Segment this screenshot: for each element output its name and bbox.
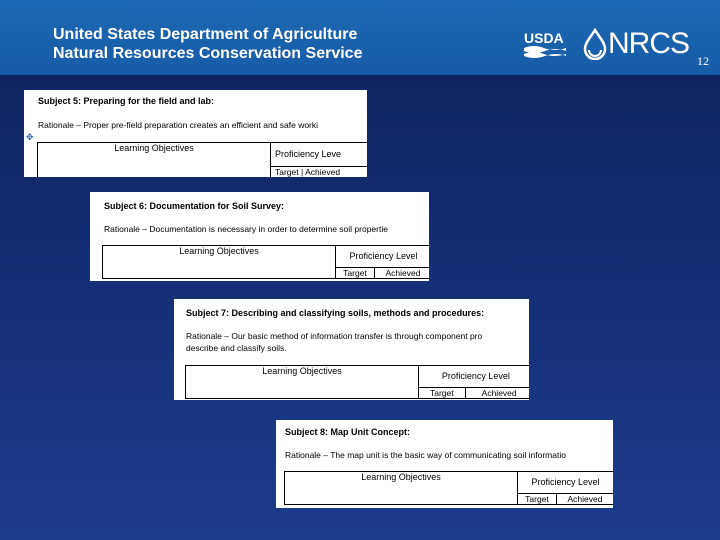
objectives-table: [37, 142, 367, 177]
usda-logo-icon: [524, 30, 566, 60]
subject-title: Subject 8: Map Unit Concept:: [285, 427, 411, 437]
proficiency-level-header: Proficiency Level: [518, 472, 614, 494]
achieved-label: Achieved: [556, 494, 613, 505]
rationale-text: Rationale – Proper pre-field preparation creates an efficient and safe worki: [38, 120, 319, 130]
subject-8-card: [276, 420, 613, 508]
subject-5-card: [24, 90, 367, 177]
learning-objectives-header: Learning Objectives: [38, 143, 271, 178]
nrcs-logo-text: NRCS: [608, 27, 690, 60]
subject-title: Subject 5: Preparing for the field and lab:: [38, 96, 215, 106]
agency-subtitle: Natural Resources Conservation Service: [53, 45, 363, 62]
water-drop-icon: [580, 28, 610, 60]
proficiency-level-header: Proficiency Leve: [271, 143, 368, 167]
column-divider: |: [301, 167, 306, 177]
subject-7-card: [174, 299, 529, 400]
objectives-table: [102, 245, 429, 279]
rationale-text: Rationale – Our basic method of information transfer is through component pro: [186, 331, 483, 341]
agency-title: United States Department of Agriculture: [53, 26, 358, 43]
rationale-text-continued: describe and classify soils.: [186, 343, 287, 353]
learning-objectives-header: Learning Objectives: [186, 366, 419, 399]
target-label: Target: [275, 167, 299, 177]
usda-logo-text: USDA: [524, 30, 564, 46]
target-label: Target: [518, 494, 557, 505]
target-label: Target: [419, 388, 466, 399]
page-number: 12: [697, 54, 709, 68]
header-banner: [0, 0, 720, 75]
target-label: Target: [336, 268, 375, 279]
proficiency-level-header: Proficiency Level: [336, 246, 430, 268]
target-achieved-header: [271, 167, 368, 178]
usda-logo: [524, 30, 566, 65]
achieved-label: Achieved: [305, 167, 341, 177]
learning-objectives-header: Learning Objectives: [285, 472, 518, 505]
rationale-text: Rationale – Documentation is necessary in order to determine soil propertie: [104, 224, 388, 234]
subject-title: Subject 7: Describing and classifying soils, methods and procedures:: [186, 308, 485, 318]
rationale-text: Rationale – The map unit is the basic way of communicating soil informatio: [285, 450, 566, 460]
move-handle-icon: ✥: [26, 132, 34, 142]
objectives-table: [185, 365, 529, 399]
learning-objectives-header: Learning Objectives: [103, 246, 336, 279]
objectives-table: [284, 471, 613, 505]
subject-title: Subject 6: Documentation for Soil Survey:: [104, 201, 285, 211]
subject-6-card: [90, 192, 429, 281]
achieved-label: Achieved: [465, 388, 529, 399]
proficiency-level-header: Proficiency Level: [419, 366, 530, 388]
achieved-label: Achieved: [374, 268, 429, 279]
